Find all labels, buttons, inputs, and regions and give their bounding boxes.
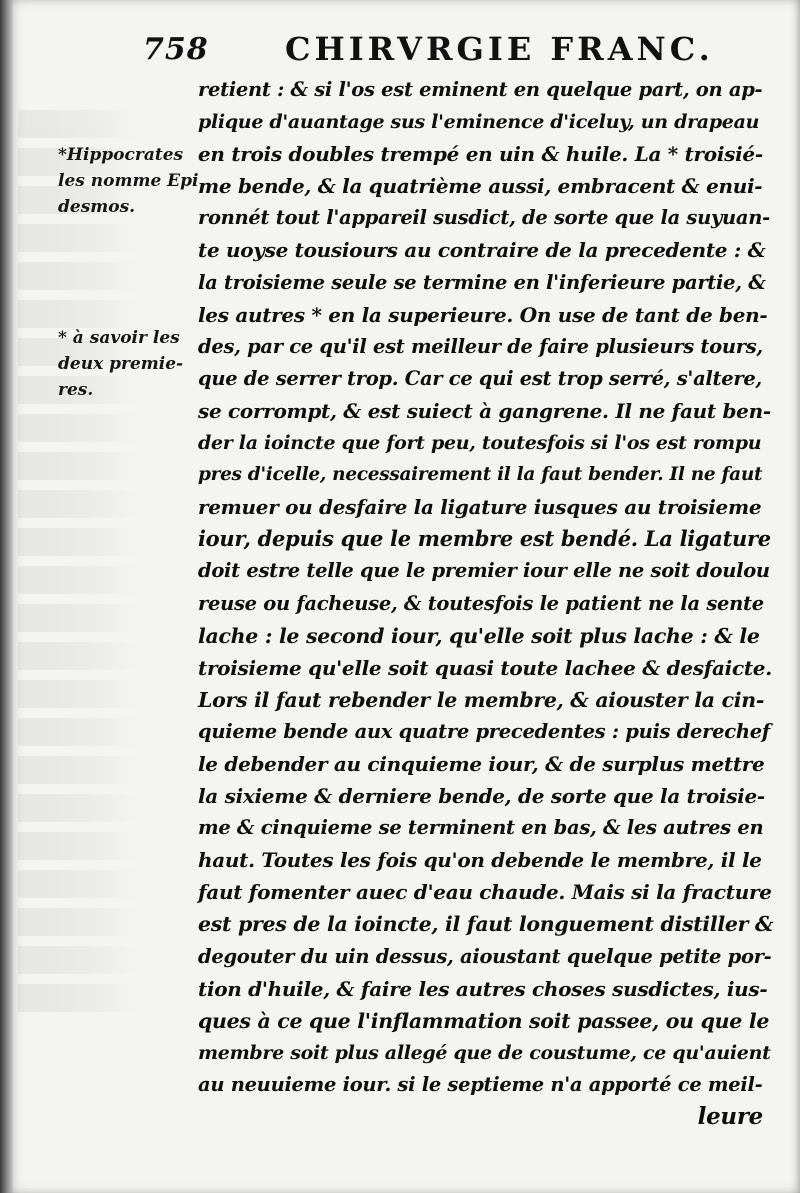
show-through-text xyxy=(18,100,168,1100)
margin-note-line: deux premie- xyxy=(58,354,184,374)
text-line: pres d'icelle, necessairement il la faut bender. Il ne faut xyxy=(198,464,763,486)
text-line: remuer ou desfaire la ligature iusques au troisieme xyxy=(198,495,762,520)
text-line: tion d'huile, & faire les autres choses susdictes, ius- xyxy=(198,976,768,1001)
text-line: haut. Toutes les fois qu'on debende le membre, il le xyxy=(198,848,762,873)
page-number: 758 xyxy=(143,32,209,67)
page-header xyxy=(0,30,800,74)
text-line: quieme bende aux quatre precedentes : puis derechef xyxy=(198,719,770,743)
text-line: les autres * en la superieure. On use de tant de ben- xyxy=(198,302,768,327)
text-line: membre soit plus allegé que de coustume, ce qu'auient xyxy=(198,1041,771,1064)
page-gutter-shadow xyxy=(0,0,14,1193)
text-line: te uoyse tousiours au contraire de la precedente : & xyxy=(198,238,766,263)
text-line: la sixieme & derniere bende, de sorte que la troisie- xyxy=(198,784,765,809)
text-line: lache : le second iour, qu'elle soit plus lache : & le xyxy=(198,623,760,648)
text-line: la troisieme seule se termine en l'inferieure partie, & xyxy=(198,270,766,294)
catchword: leure xyxy=(697,1103,763,1130)
text-line: au neuuieme iour. si le septieme n'a apporté ce meil- xyxy=(198,1072,763,1096)
text-line: Lors il faut rebender le membre, & aiouster la cin- xyxy=(198,687,765,712)
text-line: ronnét tout l'appareil susdict, de sorte que la suyuan- xyxy=(198,206,770,230)
text-line: degouter du uin dessus, aioustant quelque petite por- xyxy=(198,944,772,968)
text-line: des, par ce qu'il est meilleur de faire plusieurs tours, xyxy=(198,334,763,358)
margin-note-line: * à savoir les xyxy=(58,328,180,348)
text-line: reuse ou facheuse, & toutesfois le patient ne la sente xyxy=(198,591,764,615)
margin-note-line: res. xyxy=(58,380,94,400)
text-line: me & cinquieme se terminent en bas, & les autres en xyxy=(198,816,764,840)
text-line: der la ioincte que fort peu, toutesfois si l'os est rompu xyxy=(198,432,762,455)
running-head: CHIRVRGIE FRANC. xyxy=(285,30,714,68)
body-text xyxy=(198,74,773,1133)
text-line: en trois doubles trempé en uin & huile. La * troisié- xyxy=(198,142,763,167)
text-line: que de serrer trop. Car ce qui est trop serré, s'altere, xyxy=(198,366,762,390)
margin-note xyxy=(58,142,199,220)
text-line: retient : & si l'os est eminent en quelque part, on ap- xyxy=(198,78,763,101)
margin-note-line: les nomme Epi xyxy=(58,171,199,191)
margin-note-line: desmos. xyxy=(58,197,136,217)
text-line: iour, depuis que le membre est bendé. La ligature xyxy=(198,526,771,552)
text-line: ques à ce que l'inflammation soit passee, ou que le xyxy=(198,1008,770,1033)
text-line: troisieme qu'elle soit quasi toute lachee & desfaicte. xyxy=(198,655,772,680)
text-line: le debender au cinquieme iour, & de surplus mettre xyxy=(198,751,765,776)
margin-note xyxy=(58,325,193,403)
text-line: est pres de la ioincte, il faut longuement distiller & xyxy=(198,912,774,937)
text-line: faut fomenter auec d'eau chaude. Mais si la fracture xyxy=(198,880,772,905)
margin-note-line: *Hippocrates xyxy=(58,145,184,165)
text-line: plique d'auantage sus l'eminence d'iceluy, un drapeau xyxy=(198,111,760,134)
text-line: me bende, & la quatrième aussi, embracent & enui- xyxy=(198,174,763,199)
text-line: se corrompt, & est suiect à gangrene. Il ne faut ben- xyxy=(198,398,771,423)
text-line: doit estre telle que le premier iour elle ne soit doulou xyxy=(198,559,770,583)
